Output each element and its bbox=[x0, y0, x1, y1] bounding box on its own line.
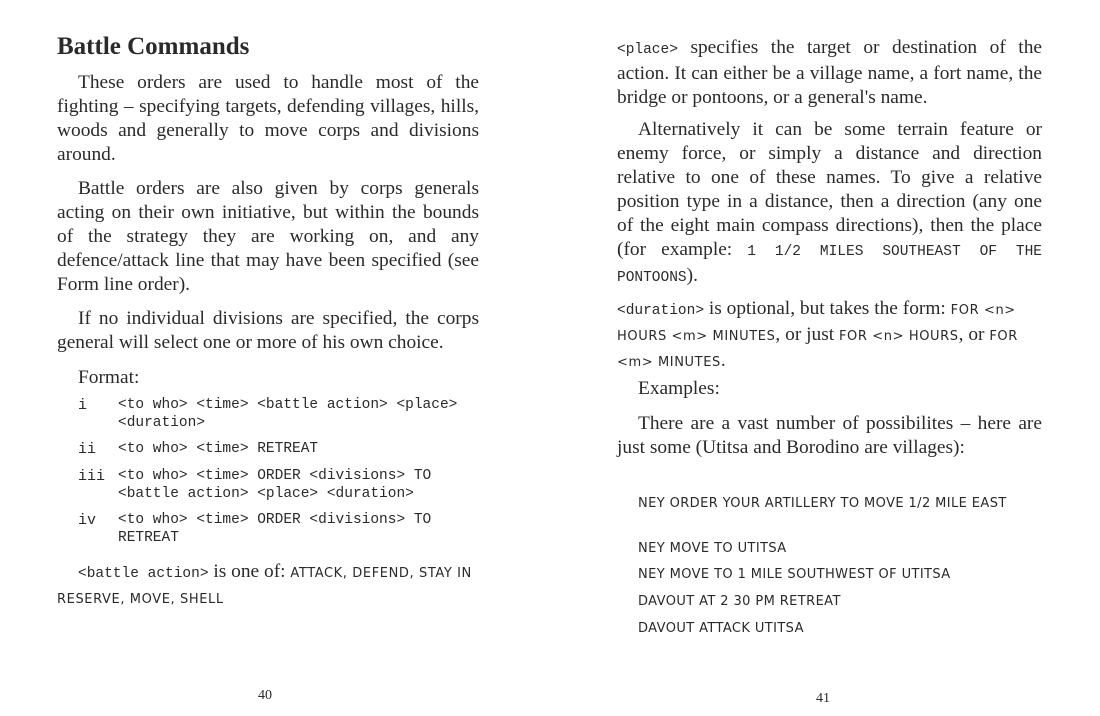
duration-form-full: FOR <n> HOURS <m> MINUTES bbox=[617, 303, 1016, 344]
format-syntax: <to who> <time> <battle action> <place> <duration> bbox=[118, 397, 458, 431]
place-text: specifies the target or destination of the action. It can either be a village name, a fort name, the bridge or pontoons, or a general's name. bbox=[617, 37, 1042, 108]
format-item bbox=[78, 441, 468, 459]
battle-action-options: ATTACK, DEFEND, STAY IN RESERVE, MOVE, SHELL bbox=[57, 566, 472, 607]
format-number: iii bbox=[78, 468, 106, 485]
example-command: DAVOUT AT 2 30 PM RETREAT bbox=[638, 594, 841, 609]
example-command: NEY MOVE TO UTITSA bbox=[638, 541, 787, 556]
examples-intro: There are a vast number of possibilites – here are just some (Utitsa and Borodino are villages): bbox=[617, 413, 1042, 458]
initiative-paragraph: Battle orders are also given by corps generals acting on their own initiative, but within the bounds of the strategy they are working on, and any defence/attack line that may have been specified (see Form line order). bbox=[57, 178, 479, 295]
duration-or: , or bbox=[958, 324, 990, 345]
format-item bbox=[78, 512, 468, 547]
alternative-paragraph bbox=[617, 118, 1042, 290]
example-command: NEY MOVE TO 1 MILE SOUTHWEST OF UTITSA bbox=[638, 567, 951, 582]
alternative-text: Alternatively it can be some terrain feature or enemy force, or simply a distance and direction relative to one of these names. To give a relative position type in a distance, then a direction (any one of the eight main compass directions), then the place (for example: bbox=[617, 119, 1042, 260]
duration-mid: , or just bbox=[775, 324, 839, 345]
duration-form-hours: FOR <n> HOURS bbox=[838, 329, 959, 344]
examples-label: Examples: bbox=[638, 378, 720, 399]
battle-action-term: <battle action> bbox=[78, 566, 209, 582]
duration-text: is optional, but takes the form: bbox=[704, 298, 951, 319]
place-term: <place> bbox=[617, 42, 678, 58]
relative-position-example: 1 1/2 MILES SOUTHEAST OF THE PONTOONS bbox=[617, 244, 1042, 286]
duration-form-minutes: FOR <m> MINUTES bbox=[617, 329, 1018, 370]
format-syntax: <to who> <time> RETREAT bbox=[118, 441, 319, 457]
duration-paragraph bbox=[617, 297, 1042, 375]
duration-end: . bbox=[720, 350, 726, 371]
duration-term: <duration> bbox=[617, 303, 705, 319]
format-number: iv bbox=[78, 512, 97, 529]
example-command: NEY ORDER YOUR ARTILLERY TO MOVE 1/2 MILE EAST bbox=[638, 496, 1007, 511]
format-syntax: <to who> <time> ORDER <divisions> TO RETREAT bbox=[118, 512, 432, 546]
left-page bbox=[57, 0, 479, 716]
intro-paragraph: These orders are used to handle most of the fighting – specifying targets, defending villages, hills, woods and generally to move corps and divisions around. bbox=[57, 72, 479, 165]
battle-action-paragraph bbox=[57, 560, 479, 612]
format-number: i bbox=[78, 397, 88, 414]
alternative-end: ). bbox=[686, 265, 698, 286]
format-syntax: <to who> <time> ORDER <divisions> TO <battle action> <place> <duration> bbox=[118, 468, 432, 502]
format-item bbox=[78, 397, 468, 432]
format-label: Format: bbox=[78, 367, 140, 388]
place-paragraph bbox=[617, 36, 1042, 110]
page-number: 40 bbox=[258, 688, 272, 703]
format-number: ii bbox=[78, 441, 97, 458]
example-command: DAVOUT ATTACK UTITSA bbox=[638, 621, 804, 636]
format-item bbox=[78, 468, 468, 503]
section-title: Battle Commands bbox=[57, 33, 250, 60]
page-number: 41 bbox=[816, 691, 830, 706]
right-page bbox=[617, 0, 1042, 716]
divisions-paragraph: If no individual divisions are specified, the corps general will select one or more of his own choice. bbox=[57, 308, 479, 353]
battle-action-intro: is one of: bbox=[208, 561, 291, 582]
